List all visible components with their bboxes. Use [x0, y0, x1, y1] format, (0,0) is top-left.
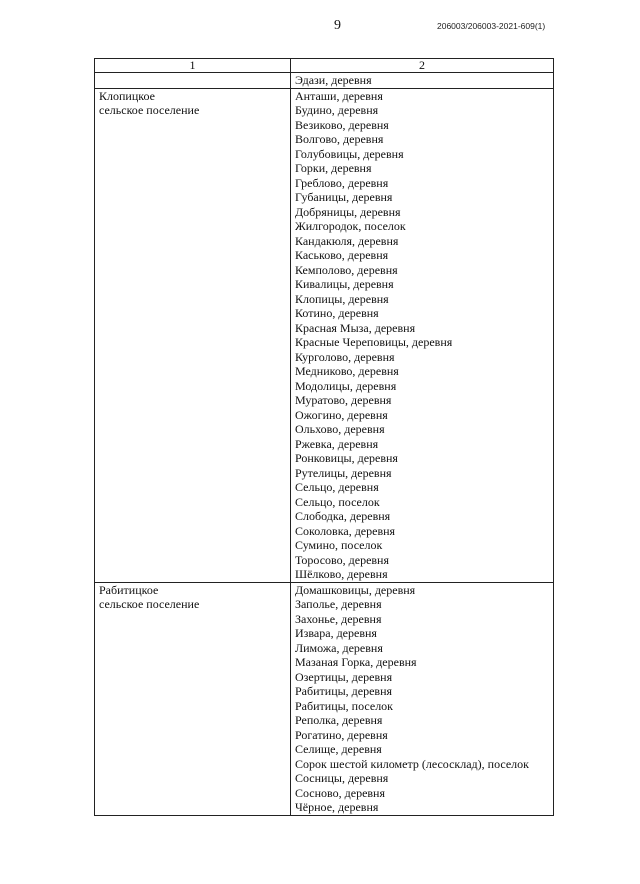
list-item: Кемполово, деревня	[295, 262, 398, 277]
list-item: Захонье, деревня	[295, 611, 382, 626]
list-item: Селище, деревня	[295, 742, 382, 756]
list-item: Соколовка, деревня	[295, 523, 396, 538]
municipality-cell	[95, 582, 291, 815]
list-item: Сорок шестой километр (лесосклад), поселок	[295, 756, 529, 771]
list-item: Сосницы, деревня	[295, 771, 389, 785]
list-item: Реполка, деревня	[295, 713, 383, 727]
list-item: Лиможа, деревня	[295, 640, 383, 655]
list-item: Котино, деревня	[295, 306, 379, 320]
list-item: Заполье, деревня	[295, 597, 382, 611]
list-item: Домашковицы, деревня	[295, 582, 416, 597]
column-header-1: 1	[95, 59, 291, 73]
list-item: Модолицы, деревня	[295, 378, 397, 393]
list-item: Красная Мыза, деревня	[295, 320, 416, 335]
list-item: Медниково, деревня	[295, 364, 399, 378]
list-item: Клопицкое	[99, 88, 155, 103]
list-item: Рабитицы, деревня	[295, 684, 393, 698]
settlement-list	[291, 88, 554, 582]
list-item: Греблово, деревня	[295, 175, 389, 190]
list-item: Сумино, поселок	[295, 538, 383, 552]
list-item: Волгово, деревня	[295, 132, 384, 146]
list-item: Ронковицы, деревня	[295, 451, 398, 465]
list-item: сельское поселение	[99, 103, 200, 117]
column-header-2: 2	[291, 59, 554, 73]
list-item: Губаницы, деревня	[295, 190, 393, 204]
table-header-row	[95, 59, 554, 73]
municipality-cell	[95, 88, 291, 582]
list-item: Анташи, деревня	[295, 88, 383, 103]
list-item: Жилгородок, поселок	[295, 219, 406, 233]
table-row	[95, 582, 554, 815]
municipality-cell	[95, 73, 291, 89]
list-item: Добряницы, деревня	[295, 204, 401, 219]
list-item: Шёлково, деревня	[295, 567, 388, 581]
list-item: Красные Череповицы, деревня	[295, 335, 453, 349]
list-item: Кандакюля, деревня	[295, 233, 399, 248]
settlement-list	[291, 582, 554, 815]
list-item: Будино, деревня	[295, 103, 379, 117]
list-item: Клопицы, деревня	[295, 291, 389, 306]
list-item: сельское поселение	[99, 597, 200, 611]
list-item: Извара, деревня	[295, 626, 377, 640]
list-item: Рабитицы, поселок	[295, 698, 394, 713]
list-item: Рутелицы, деревня	[295, 465, 392, 480]
list-item: Курголово, деревня	[295, 349, 395, 364]
page-number: 9	[334, 18, 341, 33]
list-item: Везиково, деревня	[295, 117, 389, 132]
document-id: 206003/206003-2021-609(1)	[437, 21, 546, 31]
list-item: Каськово, деревня	[295, 248, 389, 262]
list-item: Мазаная Горка, деревня	[295, 655, 417, 669]
list-item: Рабитицкое	[99, 582, 159, 597]
settlements-table	[94, 58, 554, 816]
list-item: Рогатино, деревня	[295, 727, 388, 742]
list-item: Сельцо, деревня	[295, 480, 379, 494]
list-item: Ожогино, деревня	[295, 407, 388, 422]
list-item: Эдази, деревня	[295, 73, 372, 87]
table-row	[95, 88, 554, 582]
list-item: Горки, деревня	[295, 161, 372, 175]
table-row	[95, 73, 554, 89]
list-item: Голубовицы, деревня	[295, 146, 404, 161]
list-item: Слободка, деревня	[295, 509, 391, 523]
list-item: Кивалицы, деревня	[295, 277, 394, 291]
list-item: Чёрное, деревня	[295, 800, 379, 814]
list-item: Ржевка, деревня	[295, 436, 379, 451]
list-item: Озертицы, деревня	[295, 669, 393, 684]
settlement-list	[291, 73, 554, 89]
list-item: Сельцо, поселок	[295, 494, 380, 509]
list-item: Сосново, деревня	[295, 785, 385, 800]
list-item: Ольхово, деревня	[295, 422, 385, 436]
list-item: Торосово, деревня	[295, 552, 390, 567]
list-item: Муратово, деревня	[295, 393, 392, 407]
